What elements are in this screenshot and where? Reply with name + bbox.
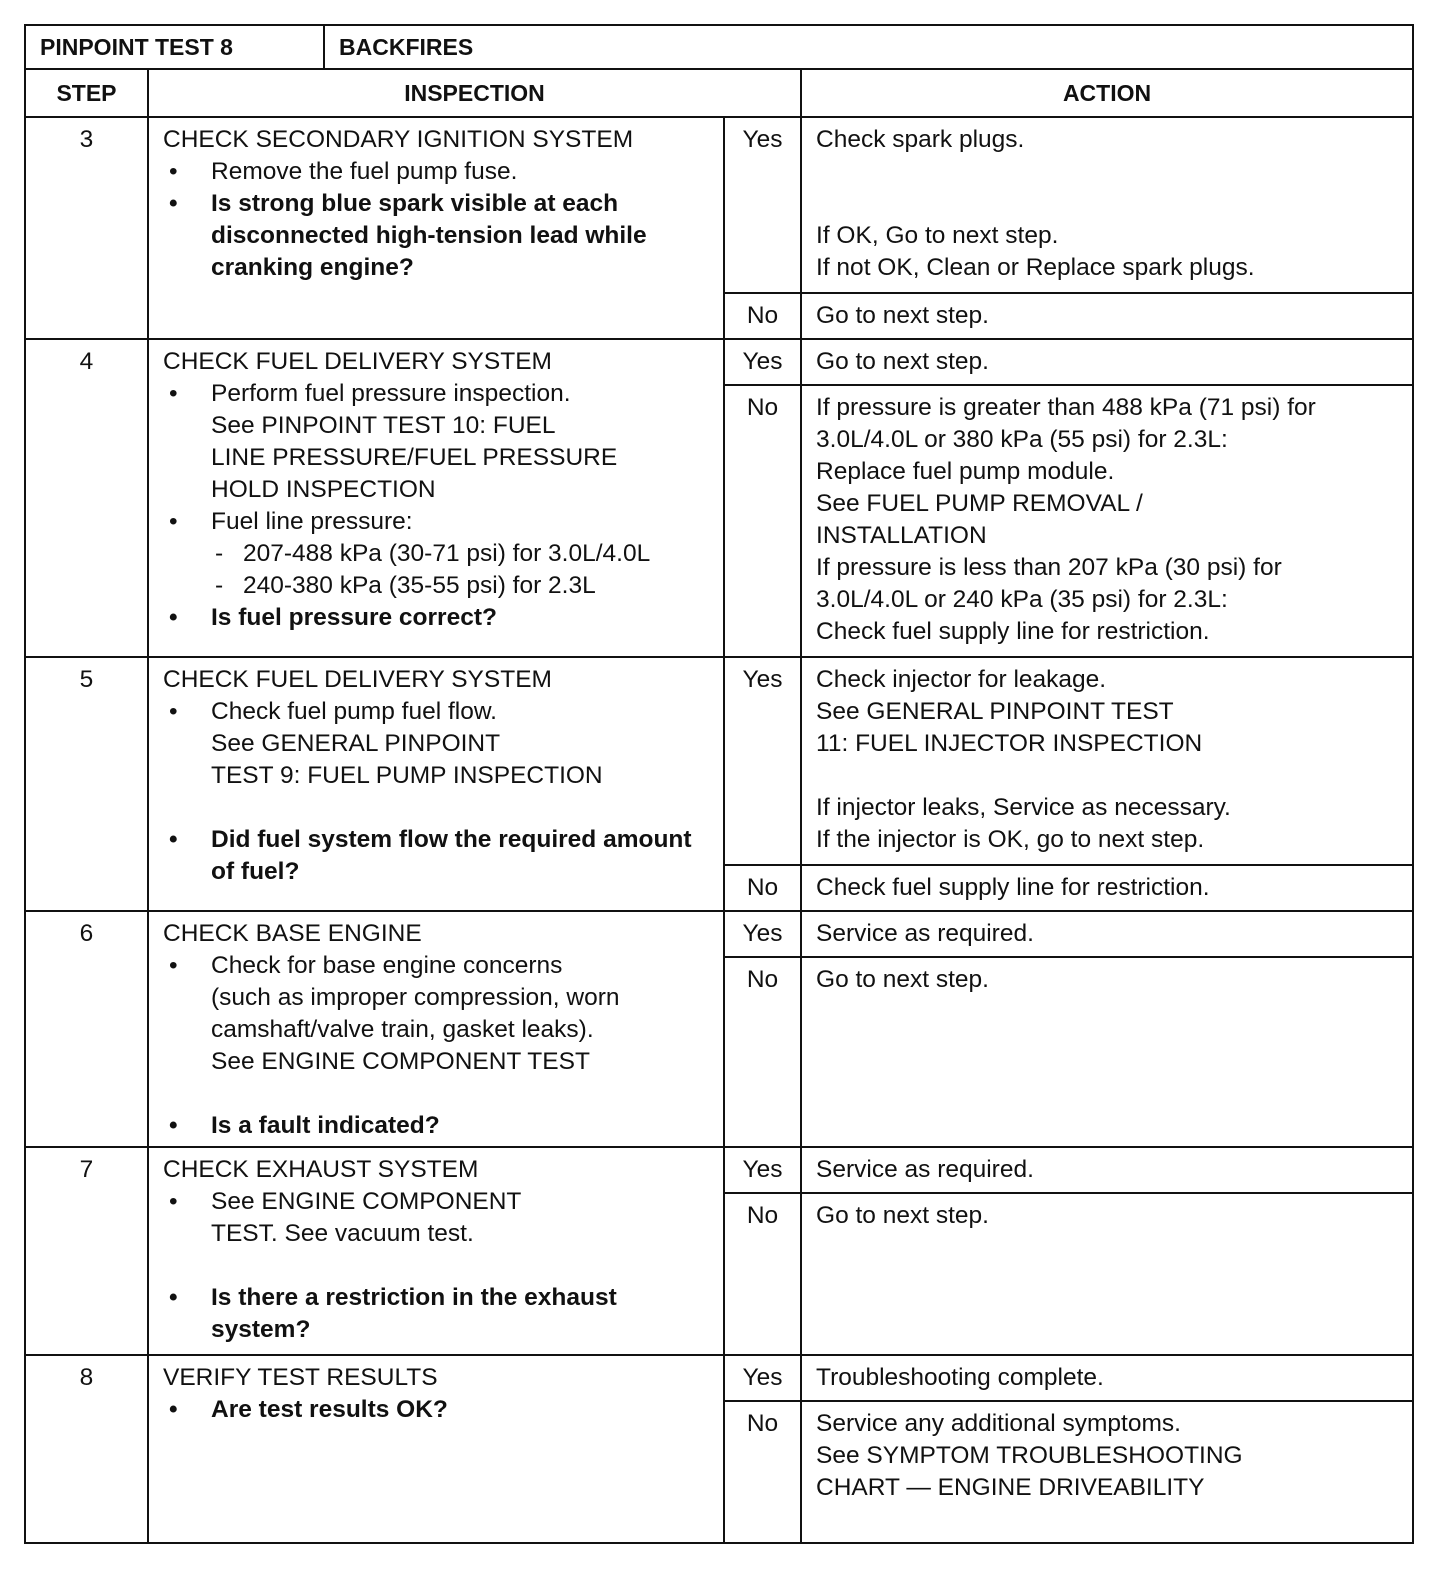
inspection-line: HOLD INSPECTION (211, 476, 436, 503)
action-line: Troubleshooting complete. (816, 1364, 1104, 1391)
inspection-question: • Is fuel pressure correct? (163, 602, 713, 634)
header-row (25, 69, 1413, 117)
inspection-heading: CHECK FUEL DELIVERY SYSTEM (163, 666, 552, 693)
inspection-line: LINE PRESSURE/FUEL PRESSURE (211, 444, 618, 471)
answer-no: No (724, 1401, 801, 1543)
action-line: Service as required. (816, 1156, 1034, 1183)
answer-no: No (724, 1193, 801, 1355)
action-line: 3.0L/4.0L or 240 kPa (35 psi) for 2.3L: (816, 586, 1228, 613)
action-no (801, 1401, 1413, 1543)
inspection-heading: CHECK EXHAUST SYSTEM (163, 1156, 479, 1183)
inspection-cell (148, 339, 724, 657)
inspection-heading: VERIFY TEST RESULTS (163, 1364, 438, 1391)
inspection-subitem: - 240-380 kPa (35-55 psi) for 2.3L (163, 570, 713, 602)
action-line: Go to next step. (816, 966, 989, 993)
inspection-line: TEST. See vacuum test. (211, 1220, 474, 1247)
inspection-cell (148, 1147, 724, 1355)
pinpoint-test-sheet (24, 24, 1412, 1544)
action-line: 3.0L/4.0L or 380 kPa (55 psi) for 2.3L: (816, 426, 1228, 453)
action-no (801, 865, 1413, 911)
inspection-question: • Is a fault indicated? (163, 1110, 713, 1142)
inspection-cell (148, 657, 724, 911)
action-line: See SYMPTOM TROUBLESHOOTING (816, 1442, 1243, 1469)
action-line: 11: FUEL INJECTOR INSPECTION (816, 730, 1203, 757)
action-line: Check injector for leakage. (816, 666, 1107, 693)
inspection-line: TEST 9: FUEL PUMP INSPECTION (211, 762, 603, 789)
answer-no: No (724, 957, 801, 1147)
inspection-bullet: • Check for base engine concerns (163, 950, 713, 982)
action-line: Replace fuel pump module. (816, 458, 1115, 485)
action-yes (801, 657, 1413, 865)
step-row-yes (25, 117, 1413, 293)
action-line: If the injector is OK, go to next step. (816, 826, 1205, 853)
header-step: STEP (25, 69, 148, 117)
action-line: Check fuel supply line for restriction. (816, 618, 1210, 645)
action-line: Go to next step. (816, 1202, 989, 1229)
action-no (801, 1193, 1413, 1355)
step-row-yes (25, 657, 1413, 865)
step-number: 5 (25, 657, 148, 911)
inspection-cell (148, 1355, 724, 1543)
action-line: If not OK, Clean or Replace spark plugs. (816, 254, 1255, 281)
step-number: 3 (25, 117, 148, 339)
inspection-cell (148, 117, 724, 339)
inspection-cell (148, 911, 724, 1147)
inspection-subitem: - 207-488 kPa (30-71 psi) for 3.0L/4.0L (163, 538, 713, 570)
inspection-bullet: • Fuel line pressure: (163, 506, 713, 538)
action-line: See GENERAL PINPOINT TEST (816, 698, 1174, 725)
inspection-line: See GENERAL PINPOINT (211, 730, 501, 757)
test-name: BACKFIRES (324, 25, 1413, 69)
answer-yes: Yes (724, 1355, 801, 1401)
inspection-line: See PINPOINT TEST 10: FUEL (211, 412, 556, 439)
action-line: Check spark plugs. (816, 126, 1025, 153)
action-line: If pressure is less than 207 kPa (30 psi) for (816, 554, 1282, 581)
action-yes (801, 1355, 1413, 1401)
action-line: If pressure is greater than 488 kPa (71 psi) for (816, 394, 1316, 421)
action-no (801, 385, 1413, 657)
inspection-question: • Are test results OK? (163, 1394, 713, 1426)
action-line: Go to next step. (816, 348, 989, 375)
step-row-yes (25, 1355, 1413, 1401)
step-row-yes (25, 339, 1413, 385)
pinpoint-test-table (24, 24, 1414, 1544)
answer-no: No (724, 293, 801, 339)
step-row-yes (25, 1147, 1413, 1193)
inspection-line: (such as improper compression, worn (211, 984, 620, 1011)
action-yes (801, 339, 1413, 385)
inspection-line: camshaft/valve train, gasket leaks). (211, 1016, 594, 1043)
header-inspection: INSPECTION (148, 69, 801, 117)
answer-yes: Yes (724, 911, 801, 957)
action-line: Service any additional symptoms. (816, 1410, 1181, 1437)
step-number: 8 (25, 1355, 148, 1543)
step-number: 6 (25, 911, 148, 1147)
inspection-line: See ENGINE COMPONENT TEST (211, 1048, 590, 1075)
inspection-question: • Is strong blue spark visible at each disconnected high-tension lead while cranking engine? (163, 188, 713, 284)
answer-yes: Yes (724, 1147, 801, 1193)
test-label: PINPOINT TEST 8 (25, 25, 324, 69)
inspection-question: • Did fuel system flow the required amount of fuel? (163, 824, 713, 888)
inspection-bullet: • Remove the fuel pump fuse. (163, 156, 713, 188)
action-line: Service as required. (816, 920, 1034, 947)
step-row-yes (25, 911, 1413, 957)
inspection-question: • Is there a restriction in the exhaust system? (163, 1282, 713, 1346)
inspection-bullet: • See ENGINE COMPONENT (163, 1186, 713, 1218)
action-yes (801, 117, 1413, 293)
answer-no: No (724, 385, 801, 657)
action-line: INSTALLATION (816, 522, 987, 549)
step-number: 4 (25, 339, 148, 657)
action-no (801, 293, 1413, 339)
header-action: ACTION (801, 69, 1413, 117)
action-no (801, 957, 1413, 1147)
answer-yes: Yes (724, 117, 801, 293)
action-line: See FUEL PUMP REMOVAL / (816, 490, 1143, 517)
inspection-bullet: • Check fuel pump fuel flow. (163, 696, 713, 728)
action-line: Go to next step. (816, 302, 989, 329)
inspection-heading: CHECK BASE ENGINE (163, 920, 422, 947)
action-line: CHART — ENGINE DRIVEABILITY (816, 1474, 1205, 1501)
action-line: If injector leaks, Service as necessary. (816, 794, 1231, 821)
step-number: 7 (25, 1147, 148, 1355)
answer-yes: Yes (724, 339, 801, 385)
action-yes (801, 1147, 1413, 1193)
inspection-bullet: • Perform fuel pressure inspection. (163, 378, 713, 410)
answer-no: No (724, 865, 801, 911)
action-line: If OK, Go to next step. (816, 222, 1059, 249)
title-row (25, 25, 1413, 69)
answer-yes: Yes (724, 657, 801, 865)
inspection-heading: CHECK SECONDARY IGNITION SYSTEM (163, 126, 634, 153)
action-line: Check fuel supply line for restriction. (816, 874, 1210, 901)
action-yes (801, 911, 1413, 957)
inspection-heading: CHECK FUEL DELIVERY SYSTEM (163, 348, 552, 375)
